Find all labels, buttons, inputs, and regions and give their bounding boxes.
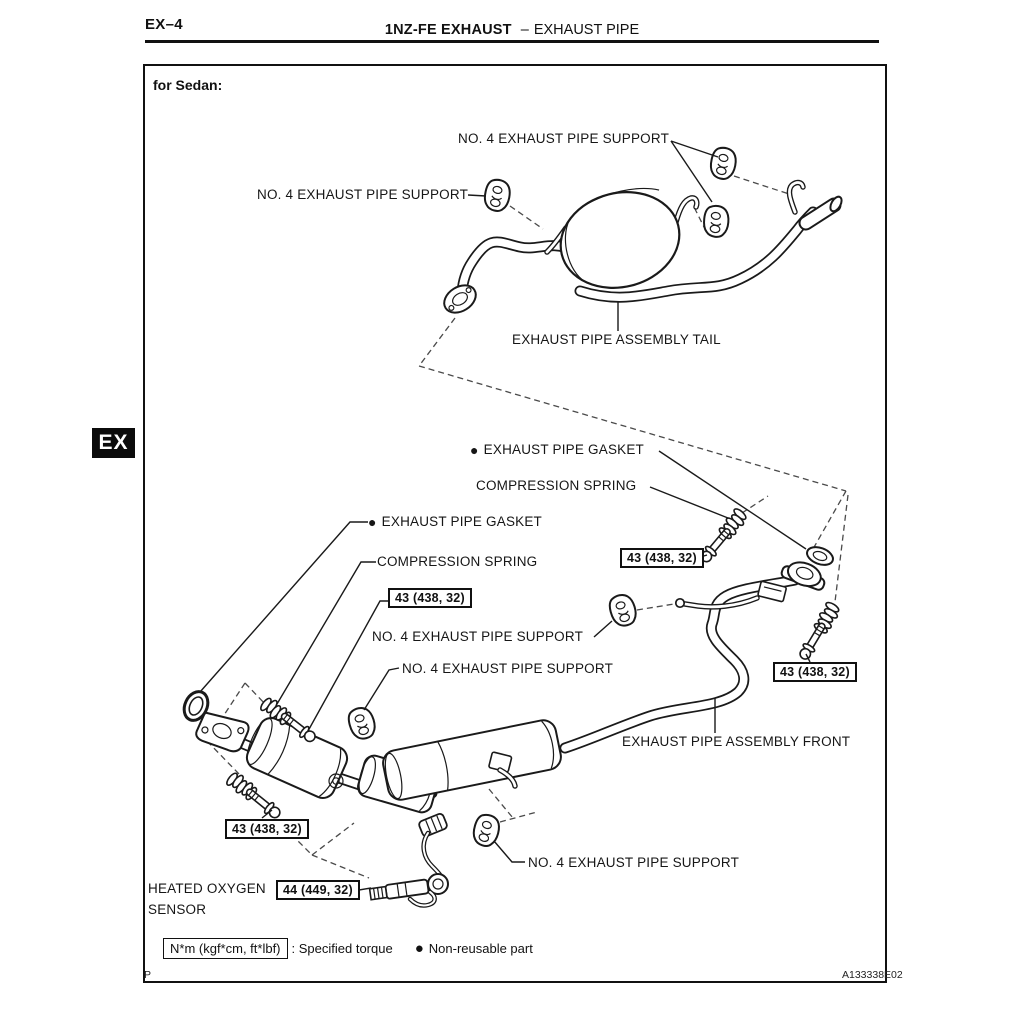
doc-subtitle: EXHAUST PIPE [533,22,640,38]
front-pipe-assembly-art [180,544,836,815]
label-gasket-upper: ● EXHAUST PIPE GASKET [470,442,645,458]
legend-bullet: ● [414,940,424,957]
tail-inlet-flange [439,280,481,318]
label-spring-upper: COMPRESSION SPRING [476,478,637,493]
title-separator: – [520,22,529,38]
label-oxygen-sensor-line1: HEATED OXYGEN [148,881,266,896]
legend [163,938,533,959]
non-reusable-bullet: ● [470,442,479,458]
label-support-mid-2: NO. 4 EXHAUST PIPE SUPPORT [402,661,614,676]
label-support-top-right: NO. 4 EXHAUST PIPE SUPPORT [458,131,670,146]
muffler [550,180,689,300]
label-support-bottom: NO. 4 EXHAUST PIPE SUPPORT [528,855,740,870]
torque-box-43-b: 43 (438, 32) [388,588,472,608]
heated-oxygen-sensor-art [369,813,448,906]
figure-id: A133338E02 [842,969,903,981]
legend-bullet-meaning: Non-reusable part [428,941,533,956]
label-front-assembly: EXHAUST PIPE ASSEMBLY FRONT [622,734,851,749]
resonator [381,718,563,802]
label-gasket-lower: ● EXHAUST PIPE GASKET [368,514,543,530]
page-code: EX–4 [145,16,183,33]
label-support-mid-1: NO. 4 EXHAUST PIPE SUPPORT [372,629,584,644]
footer-page-letter: P [144,969,152,981]
torque-box-43-a: 43 (438, 32) [620,548,704,568]
torque-box-44: 44 (449, 32) [276,880,360,900]
legend-torque-meaning: : Specified torque [291,941,393,956]
torque-box-43-c: 43 (438, 32) [773,662,857,682]
variant-label: for Sedan: [153,77,223,93]
torque-box-43-d: 43 (438, 32) [225,819,309,839]
non-reusable-bullet: ● [368,514,377,530]
torque-unit-box: N*m (kgf*cm, ft*lbf) [163,938,288,959]
section-tab: EX [92,428,135,458]
label-support-top-left: NO. 4 EXHAUST PIPE SUPPORT [257,187,469,202]
label-tail-assembly: EXHAUST PIPE ASSEMBLY TAIL [512,332,721,347]
label-spring-lower: COMPRESSION SPRING [377,554,538,569]
doc-title: 1NZ-FE EXHAUST [384,22,512,38]
label-oxygen-sensor-line2: SENSOR [148,902,207,917]
